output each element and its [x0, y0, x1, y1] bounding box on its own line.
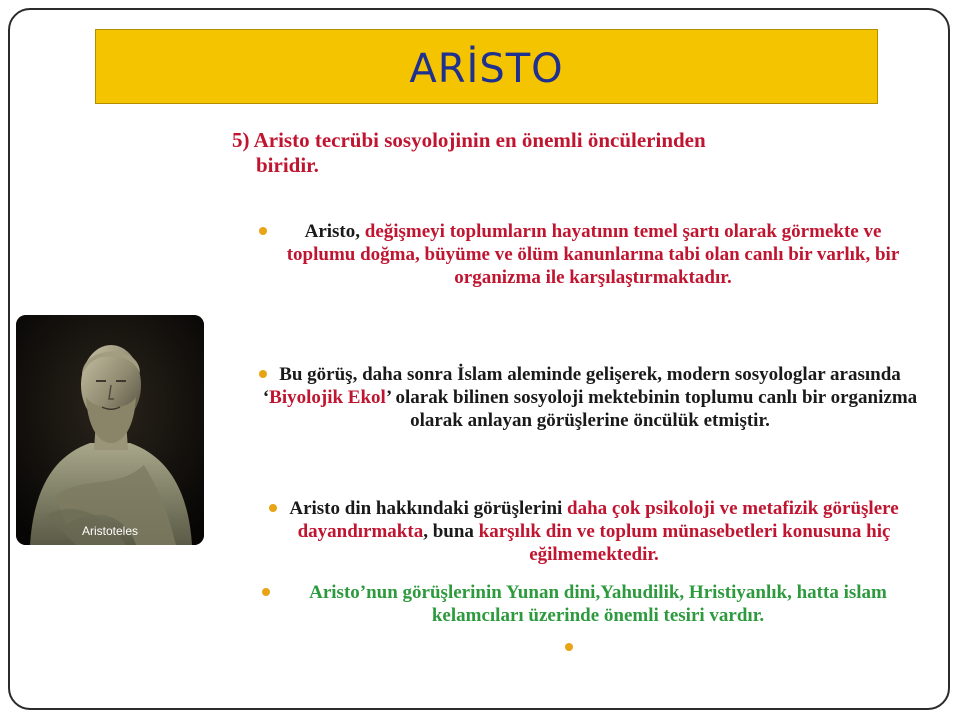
heading-line-2: biridir.: [256, 153, 319, 177]
title-banner: [95, 29, 878, 104]
bullet-3-text-run: , buna: [423, 521, 479, 542]
bullet-4: [268, 581, 928, 627]
bullet-2: [256, 363, 924, 432]
aristotle-portrait: [16, 315, 204, 545]
bullet-3-text-run: karşılık din ve toplum münasebetleri konusuna hiç eğilmemektedir.: [478, 521, 891, 565]
bullet-2-text-run: Bu görüş, daha sonra İslam aleminde gelişerek, modern sosyologlar arasında ‘: [262, 364, 901, 408]
bust-illustration: [16, 315, 204, 545]
bullet-3-text-run: Aristo din hakkındaki görüşlerini: [289, 498, 568, 519]
bullet-1: [268, 220, 918, 289]
portrait-caption: Aristoteles: [81, 524, 139, 538]
bullet-1-text-run: değişmeyi toplumların hayatının temel şartı olarak görmekte ve toplumu doğma, büyüme ve ölüm kanunlarına tabi olan canlı bir varlık, bir organizma ile karşılaştırmaktadır.: [286, 221, 900, 288]
bullet-4-text-run: Aristo’nun görüşlerinin Yunan dini,Yahudilik, Hristiyanlık, hatta islam kelamcıları üzerinde önemli tesiri vardır.: [309, 582, 887, 626]
heading-line-1: 5) Aristo tecrübi sosyolojinin en önemli öncülerinden: [232, 128, 706, 152]
bullet-2-text-run: Biyolojik Ekol: [269, 387, 386, 408]
bullet-3-text-run: daha çok psikoloji ve metafizik görüşlere dayandırmakta: [297, 498, 899, 542]
bullet-dot-5: [565, 643, 573, 651]
slide-title: ARİSTO: [409, 45, 564, 92]
bullet-2-text-run: ’ olarak bilinen sosyoloji mektebinin toplumu canlı bir organizma olarak anlayan görüşlerine öncülük etmiştir.: [385, 387, 918, 431]
section-heading: [232, 128, 922, 178]
bullet-dot-1: [259, 227, 267, 235]
bullet-1-text-run: Aristo,: [304, 221, 365, 242]
bullet-3: [268, 497, 920, 566]
